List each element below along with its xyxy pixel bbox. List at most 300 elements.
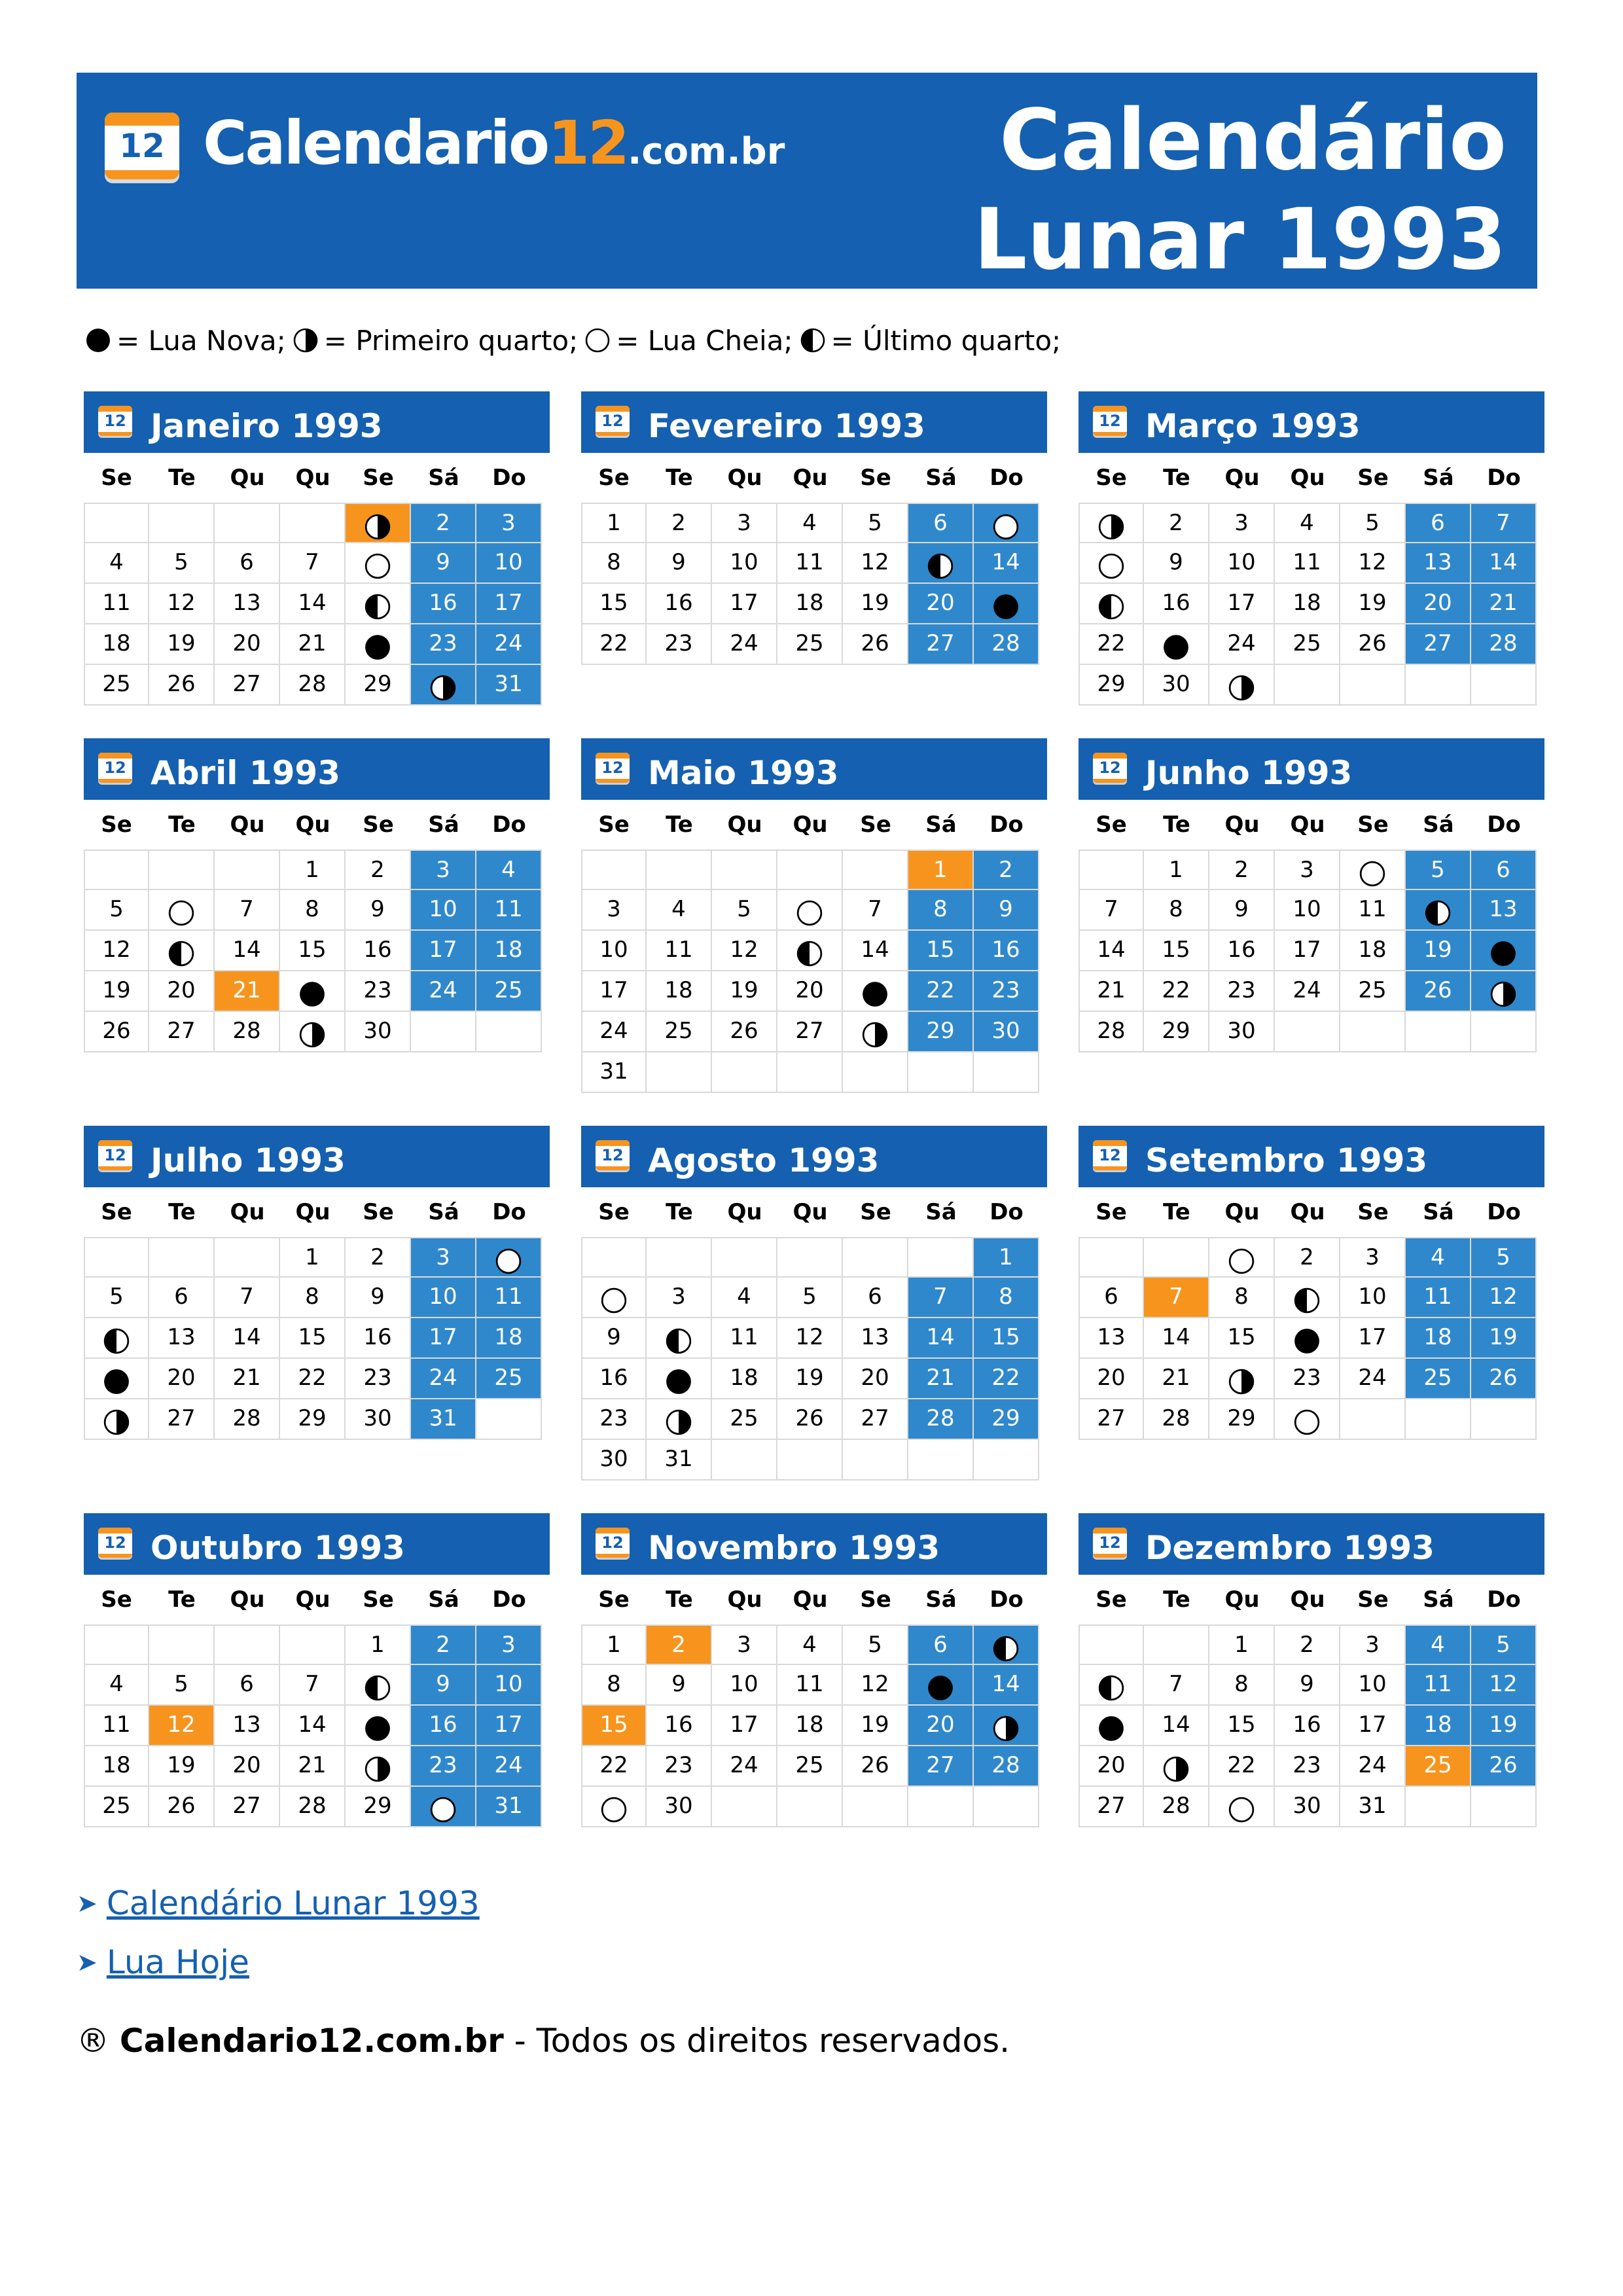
day-cell[interactable]: [777, 890, 843, 931]
day-cell[interactable]: 15: [1209, 1318, 1275, 1359]
day-cell[interactable]: 24: [1275, 971, 1340, 1012]
day-cell[interactable]: [149, 890, 215, 931]
day-cell[interactable]: 31: [411, 1399, 476, 1440]
day-cell[interactable]: 24: [476, 624, 542, 665]
day-cell[interactable]: 28: [280, 665, 346, 706]
day-cell[interactable]: [280, 1012, 346, 1052]
day-cell[interactable]: 1: [908, 850, 974, 890]
day-cell[interactable]: 28: [1144, 1399, 1209, 1440]
day-cell[interactable]: 9: [411, 543, 476, 584]
day-cell[interactable]: 5: [843, 503, 908, 543]
day-cell[interactable]: 18: [84, 624, 149, 665]
day-cell[interactable]: [346, 584, 411, 624]
day-cell[interactable]: 10: [411, 1278, 476, 1318]
day-cell[interactable]: 8: [581, 1665, 647, 1706]
day-cell[interactable]: 26: [84, 1012, 149, 1052]
day-cell[interactable]: 4: [777, 1624, 843, 1665]
day-cell[interactable]: 16: [411, 584, 476, 624]
day-cell[interactable]: 3: [712, 1624, 777, 1665]
day-cell[interactable]: 5: [84, 1278, 149, 1318]
day-cell[interactable]: 16: [346, 931, 411, 971]
day-cell[interactable]: 6: [1406, 503, 1471, 543]
day-cell[interactable]: 10: [411, 890, 476, 931]
day-cell[interactable]: 26: [712, 1012, 777, 1052]
day-cell[interactable]: 27: [1406, 624, 1471, 665]
day-cell[interactable]: [647, 1318, 712, 1359]
day-cell[interactable]: 3: [581, 890, 647, 931]
day-cell[interactable]: [346, 503, 411, 543]
day-cell[interactable]: 11: [1406, 1278, 1471, 1318]
day-cell[interactable]: 23: [411, 1746, 476, 1787]
day-cell[interactable]: 25: [476, 971, 542, 1012]
day-cell[interactable]: 22: [1209, 1746, 1275, 1787]
day-cell[interactable]: 12: [843, 1665, 908, 1706]
day-cell[interactable]: 14: [215, 1318, 280, 1359]
day-cell[interactable]: 2: [647, 503, 712, 543]
day-cell[interactable]: 1: [280, 1237, 346, 1278]
day-cell[interactable]: 14: [1471, 543, 1537, 584]
day-cell[interactable]: [1275, 1278, 1340, 1318]
day-cell[interactable]: 18: [712, 1359, 777, 1399]
day-cell[interactable]: [1471, 931, 1537, 971]
day-cell[interactable]: [1275, 1318, 1340, 1359]
day-cell[interactable]: 30: [1275, 1787, 1340, 1827]
day-cell[interactable]: 29: [280, 1399, 346, 1440]
day-cell[interactable]: 20: [215, 1746, 280, 1787]
day-cell[interactable]: [581, 1787, 647, 1827]
day-cell[interactable]: 18: [476, 931, 542, 971]
day-cell[interactable]: 5: [1340, 503, 1406, 543]
day-cell[interactable]: 23: [1275, 1359, 1340, 1399]
day-cell[interactable]: 24: [1340, 1359, 1406, 1399]
day-cell[interactable]: [280, 971, 346, 1012]
day-cell[interactable]: 9: [1209, 890, 1275, 931]
day-cell[interactable]: [1209, 665, 1275, 706]
day-cell[interactable]: 19: [1340, 584, 1406, 624]
month-header[interactable]: [581, 738, 1047, 800]
day-cell[interactable]: 20: [1406, 584, 1471, 624]
day-cell[interactable]: 14: [1079, 931, 1144, 971]
day-cell[interactable]: 25: [84, 665, 149, 706]
day-cell[interactable]: [84, 1318, 149, 1359]
day-cell[interactable]: 28: [1471, 624, 1537, 665]
day-cell[interactable]: [843, 971, 908, 1012]
day-cell[interactable]: 17: [712, 1706, 777, 1746]
day-cell[interactable]: 25: [712, 1399, 777, 1440]
day-cell[interactable]: 13: [1079, 1318, 1144, 1359]
day-cell[interactable]: 2: [411, 1624, 476, 1665]
day-cell[interactable]: 30: [346, 1399, 411, 1440]
day-cell[interactable]: 18: [1340, 931, 1406, 971]
day-cell[interactable]: 1: [346, 1624, 411, 1665]
day-cell[interactable]: [411, 1787, 476, 1827]
day-cell[interactable]: 29: [974, 1399, 1039, 1440]
day-cell[interactable]: 13: [1471, 890, 1537, 931]
day-cell[interactable]: 20: [1079, 1359, 1144, 1399]
day-cell[interactable]: 2: [1144, 503, 1209, 543]
day-cell[interactable]: 4: [84, 543, 149, 584]
day-cell[interactable]: 3: [476, 503, 542, 543]
day-cell[interactable]: 10: [712, 1665, 777, 1706]
day-cell[interactable]: 8: [280, 890, 346, 931]
day-cell[interactable]: 3: [1340, 1237, 1406, 1278]
day-cell[interactable]: 26: [1340, 624, 1406, 665]
day-cell[interactable]: 16: [647, 1706, 712, 1746]
day-cell[interactable]: 26: [843, 1746, 908, 1787]
month-header[interactable]: [581, 391, 1047, 453]
day-cell[interactable]: [1079, 503, 1144, 543]
day-cell[interactable]: [908, 1665, 974, 1706]
day-cell[interactable]: 25: [777, 1746, 843, 1787]
day-cell[interactable]: 28: [215, 1012, 280, 1052]
day-cell[interactable]: [476, 1237, 542, 1278]
day-cell[interactable]: 25: [84, 1787, 149, 1827]
day-cell[interactable]: 19: [777, 1359, 843, 1399]
day-cell[interactable]: 20: [149, 971, 215, 1012]
day-cell[interactable]: 7: [215, 1278, 280, 1318]
month-header[interactable]: [1079, 1126, 1544, 1187]
day-cell[interactable]: 15: [908, 931, 974, 971]
day-cell[interactable]: 13: [843, 1318, 908, 1359]
month-header[interactable]: [84, 738, 550, 800]
day-cell[interactable]: 1: [1144, 850, 1209, 890]
footer-link-lunar-1993[interactable]: [77, 1882, 480, 1924]
day-cell[interactable]: 8: [1209, 1665, 1275, 1706]
day-cell[interactable]: 21: [1079, 971, 1144, 1012]
day-cell[interactable]: 14: [974, 1665, 1039, 1706]
day-cell[interactable]: [84, 1359, 149, 1399]
day-cell[interactable]: 22: [974, 1359, 1039, 1399]
day-cell[interactable]: 9: [411, 1665, 476, 1706]
day-cell[interactable]: 17: [1209, 584, 1275, 624]
link-lua-hoje[interactable]: Lua Hoje: [106, 1943, 249, 1981]
day-cell[interactable]: [1079, 584, 1144, 624]
day-cell[interactable]: 17: [1275, 931, 1340, 971]
day-cell[interactable]: 10: [476, 1665, 542, 1706]
day-cell[interactable]: 9: [346, 890, 411, 931]
day-cell[interactable]: 15: [280, 1318, 346, 1359]
day-cell[interactable]: 23: [581, 1399, 647, 1440]
day-cell[interactable]: [346, 543, 411, 584]
day-cell[interactable]: [1079, 1706, 1144, 1746]
day-cell[interactable]: 1: [1209, 1624, 1275, 1665]
day-cell[interactable]: 27: [215, 665, 280, 706]
day-cell[interactable]: 1: [280, 850, 346, 890]
day-cell[interactable]: 28: [215, 1399, 280, 1440]
day-cell[interactable]: 4: [476, 850, 542, 890]
day-cell[interactable]: 16: [1209, 931, 1275, 971]
day-cell[interactable]: 15: [581, 1706, 647, 1746]
day-cell[interactable]: 2: [1275, 1624, 1340, 1665]
day-cell[interactable]: 2: [1275, 1237, 1340, 1278]
day-cell[interactable]: 21: [1471, 584, 1537, 624]
day-cell[interactable]: 7: [1079, 890, 1144, 931]
day-cell[interactable]: 20: [777, 971, 843, 1012]
day-cell[interactable]: 18: [1406, 1706, 1471, 1746]
day-cell[interactable]: 24: [712, 1746, 777, 1787]
day-cell[interactable]: [974, 503, 1039, 543]
footer-link-lua-hoje[interactable]: [77, 1941, 249, 1983]
day-cell[interactable]: 15: [581, 584, 647, 624]
day-cell[interactable]: 20: [215, 624, 280, 665]
day-cell[interactable]: 10: [1209, 543, 1275, 584]
day-cell[interactable]: 31: [476, 665, 542, 706]
day-cell[interactable]: 23: [647, 1746, 712, 1787]
day-cell[interactable]: 15: [1144, 931, 1209, 971]
day-cell[interactable]: 27: [908, 624, 974, 665]
day-cell[interactable]: 24: [581, 1012, 647, 1052]
day-cell[interactable]: 10: [476, 543, 542, 584]
day-cell[interactable]: 29: [346, 665, 411, 706]
day-cell[interactable]: 22: [908, 971, 974, 1012]
day-cell[interactable]: 19: [843, 584, 908, 624]
day-cell[interactable]: 25: [777, 624, 843, 665]
day-cell[interactable]: 6: [908, 503, 974, 543]
day-cell[interactable]: 19: [1471, 1318, 1537, 1359]
day-cell[interactable]: 21: [908, 1359, 974, 1399]
day-cell[interactable]: 13: [215, 584, 280, 624]
day-cell[interactable]: 31: [647, 1440, 712, 1480]
day-cell[interactable]: 2: [974, 850, 1039, 890]
day-cell[interactable]: 17: [712, 584, 777, 624]
day-cell[interactable]: [647, 1359, 712, 1399]
day-cell[interactable]: 9: [647, 543, 712, 584]
day-cell[interactable]: 6: [215, 543, 280, 584]
month-header[interactable]: [84, 1126, 550, 1187]
day-cell[interactable]: [346, 1665, 411, 1706]
day-cell[interactable]: 2: [411, 503, 476, 543]
day-cell[interactable]: 19: [1406, 931, 1471, 971]
day-cell[interactable]: 12: [843, 543, 908, 584]
month-header[interactable]: [84, 391, 550, 453]
day-cell[interactable]: 11: [84, 584, 149, 624]
day-cell[interactable]: 24: [476, 1746, 542, 1787]
day-cell[interactable]: 14: [908, 1318, 974, 1359]
day-cell[interactable]: 17: [476, 1706, 542, 1746]
day-cell[interactable]: 19: [149, 1746, 215, 1787]
day-cell[interactable]: 13: [215, 1706, 280, 1746]
day-cell[interactable]: 1: [581, 1624, 647, 1665]
day-cell[interactable]: 8: [1144, 890, 1209, 931]
day-cell[interactable]: 16: [411, 1706, 476, 1746]
day-cell[interactable]: 8: [974, 1278, 1039, 1318]
day-cell[interactable]: 3: [712, 503, 777, 543]
day-cell[interactable]: 19: [1471, 1706, 1537, 1746]
day-cell[interactable]: 3: [1275, 850, 1340, 890]
day-cell[interactable]: [1079, 1665, 1144, 1706]
day-cell[interactable]: 13: [149, 1318, 215, 1359]
day-cell[interactable]: 6: [1471, 850, 1537, 890]
day-cell[interactable]: 12: [1471, 1278, 1537, 1318]
day-cell[interactable]: 20: [908, 1706, 974, 1746]
day-cell[interactable]: 23: [346, 971, 411, 1012]
day-cell[interactable]: 2: [1209, 850, 1275, 890]
day-cell[interactable]: 1: [974, 1237, 1039, 1278]
day-cell[interactable]: 22: [581, 1746, 647, 1787]
day-cell[interactable]: 11: [476, 890, 542, 931]
calendar-logo-icon[interactable]: [105, 113, 179, 179]
day-cell[interactable]: 24: [712, 624, 777, 665]
day-cell[interactable]: 6: [1079, 1278, 1144, 1318]
day-cell[interactable]: 9: [1275, 1665, 1340, 1706]
day-cell[interactable]: [84, 1399, 149, 1440]
day-cell[interactable]: 25: [1340, 971, 1406, 1012]
day-cell[interactable]: 6: [215, 1665, 280, 1706]
day-cell[interactable]: 16: [346, 1318, 411, 1359]
day-cell[interactable]: 22: [581, 624, 647, 665]
day-cell[interactable]: 2: [647, 1624, 712, 1665]
day-cell[interactable]: [1406, 890, 1471, 931]
day-cell[interactable]: 4: [1406, 1624, 1471, 1665]
day-cell[interactable]: 19: [84, 971, 149, 1012]
day-cell[interactable]: [581, 1278, 647, 1318]
day-cell[interactable]: 4: [1406, 1237, 1471, 1278]
day-cell[interactable]: 16: [1275, 1706, 1340, 1746]
day-cell[interactable]: 5: [777, 1278, 843, 1318]
day-cell[interactable]: 14: [215, 931, 280, 971]
day-cell[interactable]: 27: [777, 1012, 843, 1052]
day-cell[interactable]: 31: [581, 1052, 647, 1093]
day-cell[interactable]: 30: [346, 1012, 411, 1052]
day-cell[interactable]: 4: [777, 503, 843, 543]
day-cell[interactable]: 24: [1340, 1746, 1406, 1787]
day-cell[interactable]: 3: [411, 850, 476, 890]
day-cell[interactable]: 11: [777, 543, 843, 584]
day-cell[interactable]: [1275, 1399, 1340, 1440]
day-cell[interactable]: 23: [346, 1359, 411, 1399]
day-cell[interactable]: 18: [84, 1746, 149, 1787]
day-cell[interactable]: 24: [1209, 624, 1275, 665]
day-cell[interactable]: [346, 1706, 411, 1746]
day-cell[interactable]: 18: [476, 1318, 542, 1359]
day-cell[interactable]: 10: [1340, 1278, 1406, 1318]
day-cell[interactable]: 9: [581, 1318, 647, 1359]
day-cell[interactable]: 23: [1209, 971, 1275, 1012]
day-cell[interactable]: 11: [476, 1278, 542, 1318]
day-cell[interactable]: 2: [346, 850, 411, 890]
day-cell[interactable]: 9: [647, 1665, 712, 1706]
day-cell[interactable]: 11: [712, 1318, 777, 1359]
day-cell[interactable]: 30: [1209, 1012, 1275, 1052]
day-cell[interactable]: 9: [346, 1278, 411, 1318]
day-cell[interactable]: 12: [149, 584, 215, 624]
day-cell[interactable]: 17: [1340, 1318, 1406, 1359]
day-cell[interactable]: 14: [280, 1706, 346, 1746]
day-cell[interactable]: 8: [908, 890, 974, 931]
day-cell[interactable]: 26: [1406, 971, 1471, 1012]
day-cell[interactable]: 11: [777, 1665, 843, 1706]
day-cell[interactable]: 10: [581, 931, 647, 971]
day-cell[interactable]: [843, 1012, 908, 1052]
month-header[interactable]: [84, 1513, 550, 1575]
day-cell[interactable]: 11: [1275, 543, 1340, 584]
day-cell[interactable]: 24: [411, 971, 476, 1012]
day-cell[interactable]: 12: [1471, 1665, 1537, 1706]
day-cell[interactable]: 21: [215, 1359, 280, 1399]
day-cell[interactable]: [411, 665, 476, 706]
day-cell[interactable]: 22: [280, 1359, 346, 1399]
day-cell[interactable]: 28: [974, 624, 1039, 665]
month-header[interactable]: [1079, 1513, 1544, 1575]
day-cell[interactable]: 4: [712, 1278, 777, 1318]
day-cell[interactable]: 17: [411, 931, 476, 971]
day-cell[interactable]: [974, 584, 1039, 624]
day-cell[interactable]: 19: [712, 971, 777, 1012]
day-cell[interactable]: 25: [647, 1012, 712, 1052]
day-cell[interactable]: 7: [280, 1665, 346, 1706]
day-cell[interactable]: 5: [1406, 850, 1471, 890]
day-cell[interactable]: 5: [1471, 1624, 1537, 1665]
day-cell[interactable]: 5: [84, 890, 149, 931]
day-cell[interactable]: 15: [1209, 1706, 1275, 1746]
day-cell[interactable]: 14: [843, 931, 908, 971]
day-cell[interactable]: 23: [974, 971, 1039, 1012]
day-cell[interactable]: 20: [908, 584, 974, 624]
day-cell[interactable]: [346, 1746, 411, 1787]
day-cell[interactable]: 5: [843, 1624, 908, 1665]
day-cell[interactable]: 21: [1144, 1359, 1209, 1399]
day-cell[interactable]: 18: [1275, 584, 1340, 624]
day-cell[interactable]: 17: [1340, 1706, 1406, 1746]
day-cell[interactable]: 12: [712, 931, 777, 971]
day-cell[interactable]: 27: [908, 1746, 974, 1787]
day-cell[interactable]: 28: [280, 1787, 346, 1827]
day-cell[interactable]: 7: [908, 1278, 974, 1318]
day-cell[interactable]: 7: [215, 890, 280, 931]
day-cell[interactable]: 7: [1144, 1278, 1209, 1318]
link-calendario-lunar[interactable]: Calendário Lunar 1993: [106, 1884, 480, 1922]
day-cell[interactable]: 26: [1471, 1359, 1537, 1399]
day-cell[interactable]: 29: [908, 1012, 974, 1052]
day-cell[interactable]: 18: [647, 971, 712, 1012]
day-cell[interactable]: 28: [1079, 1012, 1144, 1052]
day-cell[interactable]: 30: [581, 1440, 647, 1480]
day-cell[interactable]: 10: [1275, 890, 1340, 931]
day-cell[interactable]: 18: [777, 584, 843, 624]
day-cell[interactable]: 5: [149, 543, 215, 584]
day-cell[interactable]: [1471, 971, 1537, 1012]
day-cell[interactable]: 16: [974, 931, 1039, 971]
day-cell[interactable]: 16: [1144, 584, 1209, 624]
day-cell[interactable]: 8: [1209, 1278, 1275, 1318]
day-cell[interactable]: 15: [974, 1318, 1039, 1359]
day-cell[interactable]: 23: [1275, 1746, 1340, 1787]
day-cell[interactable]: 30: [647, 1787, 712, 1827]
day-cell[interactable]: 11: [84, 1706, 149, 1746]
day-cell[interactable]: 23: [411, 624, 476, 665]
day-cell[interactable]: 25: [476, 1359, 542, 1399]
day-cell[interactable]: 12: [149, 1706, 215, 1746]
day-cell[interactable]: 4: [84, 1665, 149, 1706]
day-cell[interactable]: 8: [280, 1278, 346, 1318]
day-cell[interactable]: [1144, 1746, 1209, 1787]
day-cell[interactable]: 3: [1340, 1624, 1406, 1665]
day-cell[interactable]: 17: [476, 584, 542, 624]
day-cell[interactable]: 12: [777, 1318, 843, 1359]
day-cell[interactable]: 3: [647, 1278, 712, 1318]
day-cell[interactable]: 26: [149, 665, 215, 706]
day-cell[interactable]: 27: [1079, 1399, 1144, 1440]
day-cell[interactable]: [1144, 624, 1209, 665]
site-logo[interactable]: [203, 108, 785, 180]
day-cell[interactable]: 28: [974, 1746, 1039, 1787]
day-cell[interactable]: [1079, 543, 1144, 584]
day-cell[interactable]: 5: [149, 1665, 215, 1706]
day-cell[interactable]: 22: [1144, 971, 1209, 1012]
day-cell[interactable]: 27: [215, 1787, 280, 1827]
day-cell[interactable]: [149, 931, 215, 971]
day-cell[interactable]: 28: [1144, 1787, 1209, 1827]
